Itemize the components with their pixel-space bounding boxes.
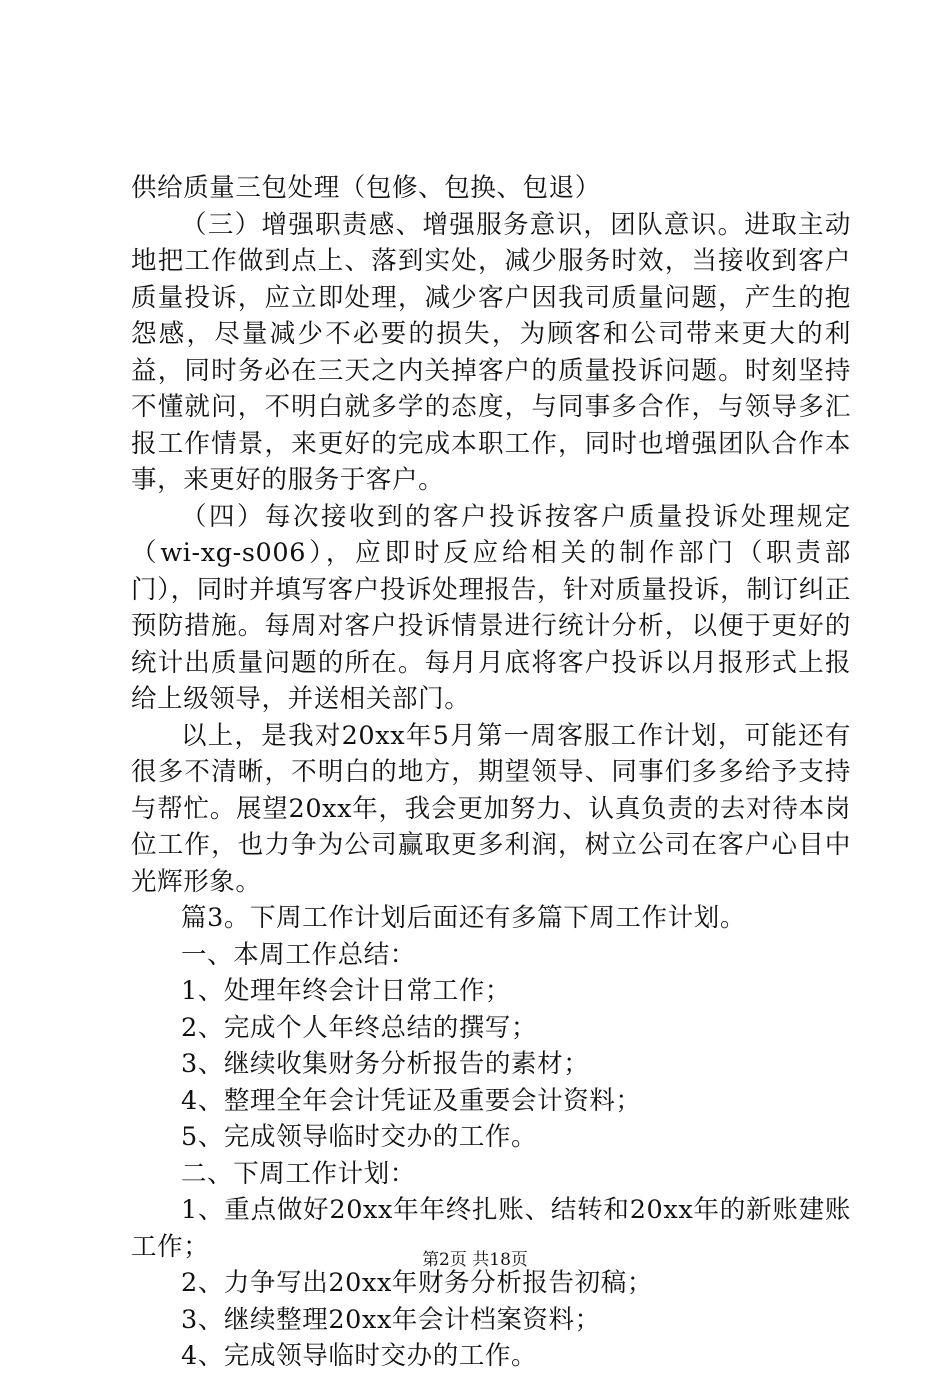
document-body	[131, 170, 851, 1375]
list-item: 4、完成领导临时交办的工作。	[181, 1341, 538, 1371]
list-item: 1、重点做好20xx年年终扎账、结转和20xx年的新账建账工作；	[131, 1195, 851, 1262]
list-item: 3、继续整理20xx年会计档案资料；	[181, 1304, 601, 1335]
paragraph-4: 以上，是我对20xx年5月第一周客服工作计划，可能还有很多不清晰，不明白的地方，期望领导、同事们多多给予支持与帮忙。展望20xx年，我会更加努力、认真负责的去对待本岗位工作，也力争为公司赢取更多利润，树立公司在客户心目中光辉形象。	[131, 720, 851, 897]
paragraph-3: （四）每次接收到的客户投诉按客户质量投诉处理规定（wi-xg-s006），应即时反应给相关的制作部门（职责部门），同时并填写客户投诉处理报告，针对质量投诉，制订纠正预防措施。每周对客户投诉情景进行统计分析，以便于更好的统计出质量问题的所在。每月月底将客户投诉以月报形式上报给上级领导，并送相关部门。	[131, 501, 851, 714]
list-item: 1、处理年终会计日常工作；	[181, 976, 512, 1006]
section-heading-summary: 一、本周工作总结：	[181, 939, 416, 970]
paragraph-1: 供给质量三包处理（包修、包换、包退）	[131, 173, 601, 203]
paragraph-2: （三）增强职责感、增强服务意识，团队意识。进取主动地把工作做到点上、落到实处，减少服务时效，当接收到客户质量投诉，应立即处理，减少客户因我司质量问题，产生的抱怨感，尽量减少不必要的损失，为顾客和公司带来更大的利益，同时务必在三天之内关掉客户的质量投诉问题。时刻坚持不懂就问，不明白就多学的态度，与同事多合作，与领导多汇报工作情景，来更好的完成本职工作，同时也增强团队合作本事，来更好的服务于客户。	[131, 209, 851, 495]
paragraph-5: 篇3。下周工作计划后面还有多篇下周工作计划。	[181, 903, 746, 933]
list-item: 5、完成领导临时交办的工作。	[181, 1122, 538, 1152]
list-item: 2、完成个人年终总结的撰写；	[181, 1012, 538, 1043]
list-item: 3、继续收集财务分析报告的素材；	[181, 1049, 590, 1079]
list-item: 4、整理全年会计凭证及重要会计资料；	[181, 1085, 642, 1116]
page-number-footer: 第2页 共18页	[422, 1250, 528, 1270]
list-item: 2、力争写出20xx年财务分析报告初稿；	[181, 1268, 653, 1298]
section-heading-plan: 二、下周工作计划：	[181, 1158, 416, 1189]
